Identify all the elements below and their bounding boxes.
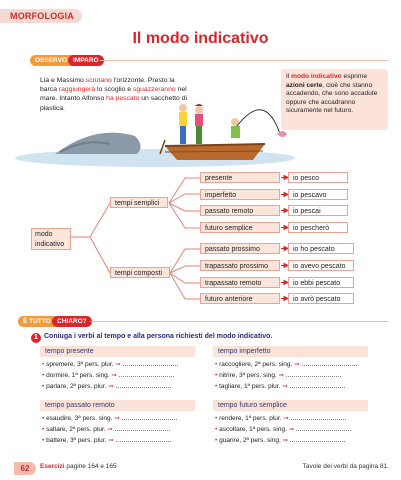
bullet: • xyxy=(215,372,220,379)
tense-example: io ho pescato xyxy=(288,243,354,254)
tutto-label: È TUTTO xyxy=(18,316,60,327)
exercise-group-title: tempo passato remoto xyxy=(40,400,195,411)
tense-name: futuro semplice xyxy=(200,222,280,233)
arrow-icon: ➞ xyxy=(286,426,295,433)
arrow-icon: ➞ xyxy=(112,415,120,422)
tense-example: io pescai xyxy=(288,205,348,216)
tense-name: passato remoto xyxy=(200,205,280,216)
arrow-icon: ➞ xyxy=(109,372,117,379)
arrow-icon: ➞ xyxy=(276,372,285,379)
bullet: • xyxy=(215,383,220,390)
bullet: • xyxy=(215,415,220,422)
arrow-icon: ➞ xyxy=(292,361,300,368)
bullet: • xyxy=(215,426,220,433)
tense-name: trapassato remoto xyxy=(200,277,280,288)
exercise-rule xyxy=(90,321,388,322)
exercise-prompt: battere, 3ª pers. plur. xyxy=(46,437,107,444)
modo-indicativo-box: modo indicativo xyxy=(31,228,71,250)
exercise-prompt: tagliare, 1ª pers. plur. xyxy=(219,383,281,390)
highlighted-verb: raggiungerà xyxy=(58,86,96,94)
exercise-prompt: rendere, 1ª pers. plur. xyxy=(219,415,282,422)
exercise-group-title: tempo imperfetto xyxy=(213,346,368,357)
answer-blank[interactable] xyxy=(286,376,341,377)
bullet: • xyxy=(42,415,47,422)
exercises-reference: Esercizi pagine 164 e 165 xyxy=(40,463,117,470)
tense-example: io avevo pescato xyxy=(288,260,354,271)
arrow-icon: ➞ xyxy=(280,437,289,444)
answer-blank[interactable] xyxy=(291,419,346,420)
tense-name: passato prossimo xyxy=(200,243,280,254)
exercise-number: 1 xyxy=(31,333,41,343)
intro-segment: Lia e Massimo xyxy=(40,77,86,84)
answer-blank[interactable] xyxy=(116,387,171,388)
bullet: • xyxy=(42,426,47,433)
exercise-prompt: dormire, 1ª pers. sing. xyxy=(46,372,110,379)
exercise-prompt: nitrire, 3ª pers. sing. xyxy=(219,372,277,379)
exercise-prompt: spremere, 3ª pers. plur. xyxy=(46,361,114,368)
answer-blank[interactable] xyxy=(290,441,345,442)
tense-name: presente xyxy=(200,172,280,183)
tense-example: io ebbi pescato xyxy=(288,277,354,288)
exercise-group-title: tempo presente xyxy=(40,346,195,357)
exercise-item xyxy=(215,360,390,370)
tense-example: io pescherò xyxy=(288,222,348,233)
arrow-icon: ➞ xyxy=(106,437,114,444)
arrow-icon: ➞ xyxy=(106,383,114,390)
arrow-icon: ➞ xyxy=(281,415,289,422)
tempi-composti-box: tempi composti xyxy=(110,267,170,278)
exercise-item xyxy=(42,436,220,446)
highlighted-verb: scrutano xyxy=(85,77,112,84)
page-number: 62 xyxy=(14,462,36,475)
exercise-item xyxy=(215,436,390,446)
intro-segment: l'orizzonte. Presto la barca xyxy=(40,77,175,94)
answer-blank[interactable] xyxy=(302,365,357,366)
exercise-item xyxy=(215,414,390,424)
exercise-prompt: ascoltare, 1ª pers. sing. xyxy=(219,426,287,433)
exercise-item xyxy=(215,371,390,381)
exercise-item xyxy=(42,371,220,381)
osservo-label: OSSERVO xyxy=(30,55,76,66)
answer-blank[interactable] xyxy=(116,441,171,442)
exercise-instruction: Coniuga i verbi al tempo e alla persona richiesti del modo indicativo. xyxy=(44,333,273,340)
answer-blank[interactable] xyxy=(123,365,178,366)
arrow-icon: ➞ xyxy=(280,383,288,390)
arrow-icon: ➞ xyxy=(113,361,121,368)
tense-example: io avrò pescato xyxy=(288,293,354,304)
tense-example: io pescavo xyxy=(288,189,348,200)
bullet: • xyxy=(42,361,47,368)
tense-example: io pesco xyxy=(288,172,348,183)
arrow-icon: ➞ xyxy=(105,426,113,433)
tense-name: imperfetto xyxy=(200,189,280,200)
exercise-item xyxy=(42,414,220,424)
answer-blank[interactable] xyxy=(115,430,170,431)
exercise-prompt: esaudire, 3ª pers. sing. xyxy=(46,415,113,422)
exercise-prompt: raccogliere, 2ª pers. sing. xyxy=(219,361,293,368)
page-title: Il modo indicativo xyxy=(132,30,269,47)
answer-blank[interactable] xyxy=(119,376,174,377)
exercise-item xyxy=(42,382,220,392)
answer-blank[interactable] xyxy=(290,387,345,388)
section-tag: MORFOLOGIA xyxy=(0,9,82,23)
highlighted-verb: ha pescato xyxy=(106,95,140,103)
exercise-prompt: saltare, 2ª pers. plur. xyxy=(46,426,106,433)
tempi-semplici-box: tempi semplici xyxy=(110,197,168,208)
answer-blank[interactable] xyxy=(296,430,351,431)
info-box: Il modo indicativo esprime azioni certe, cioè che stanno accadendo, che sono accadute oppure che accadranno sicuramente nel futuro. xyxy=(281,69,388,130)
exercise-item xyxy=(215,425,390,435)
exercise-prompt: parlare, 2ª pers. plur. xyxy=(46,383,107,390)
bullet: • xyxy=(42,383,47,390)
tense-name: trapassato prossimo xyxy=(200,260,280,271)
bullet: • xyxy=(42,437,47,444)
imparo-label: IMPARO xyxy=(68,55,104,66)
bullet: • xyxy=(215,361,220,368)
intro-segment: nel mare. Intanto Alfonso xyxy=(40,86,187,103)
exercise-group-title: tempo futuro semplice xyxy=(213,400,368,411)
exercise-item xyxy=(215,382,390,392)
answer-blank[interactable] xyxy=(122,419,177,420)
exercise-item xyxy=(42,360,220,370)
bullet: • xyxy=(215,437,220,444)
bullet: • xyxy=(42,372,47,379)
intro-segment: lo scoglio e xyxy=(95,86,133,94)
tense-name: futuro anteriore xyxy=(200,293,280,304)
exercise-prompt: guarire, 2ª pers. sing. xyxy=(219,437,281,444)
exercise-item xyxy=(42,425,220,435)
chiaro-label: CHIARO? xyxy=(52,316,92,327)
intro-segment: un sacchetto di plastica. xyxy=(40,95,187,112)
highlighted-verb: sguazzeranno xyxy=(132,86,176,94)
verb-tables-reference: Tavole dei verbi da pagina 81. xyxy=(302,463,389,470)
